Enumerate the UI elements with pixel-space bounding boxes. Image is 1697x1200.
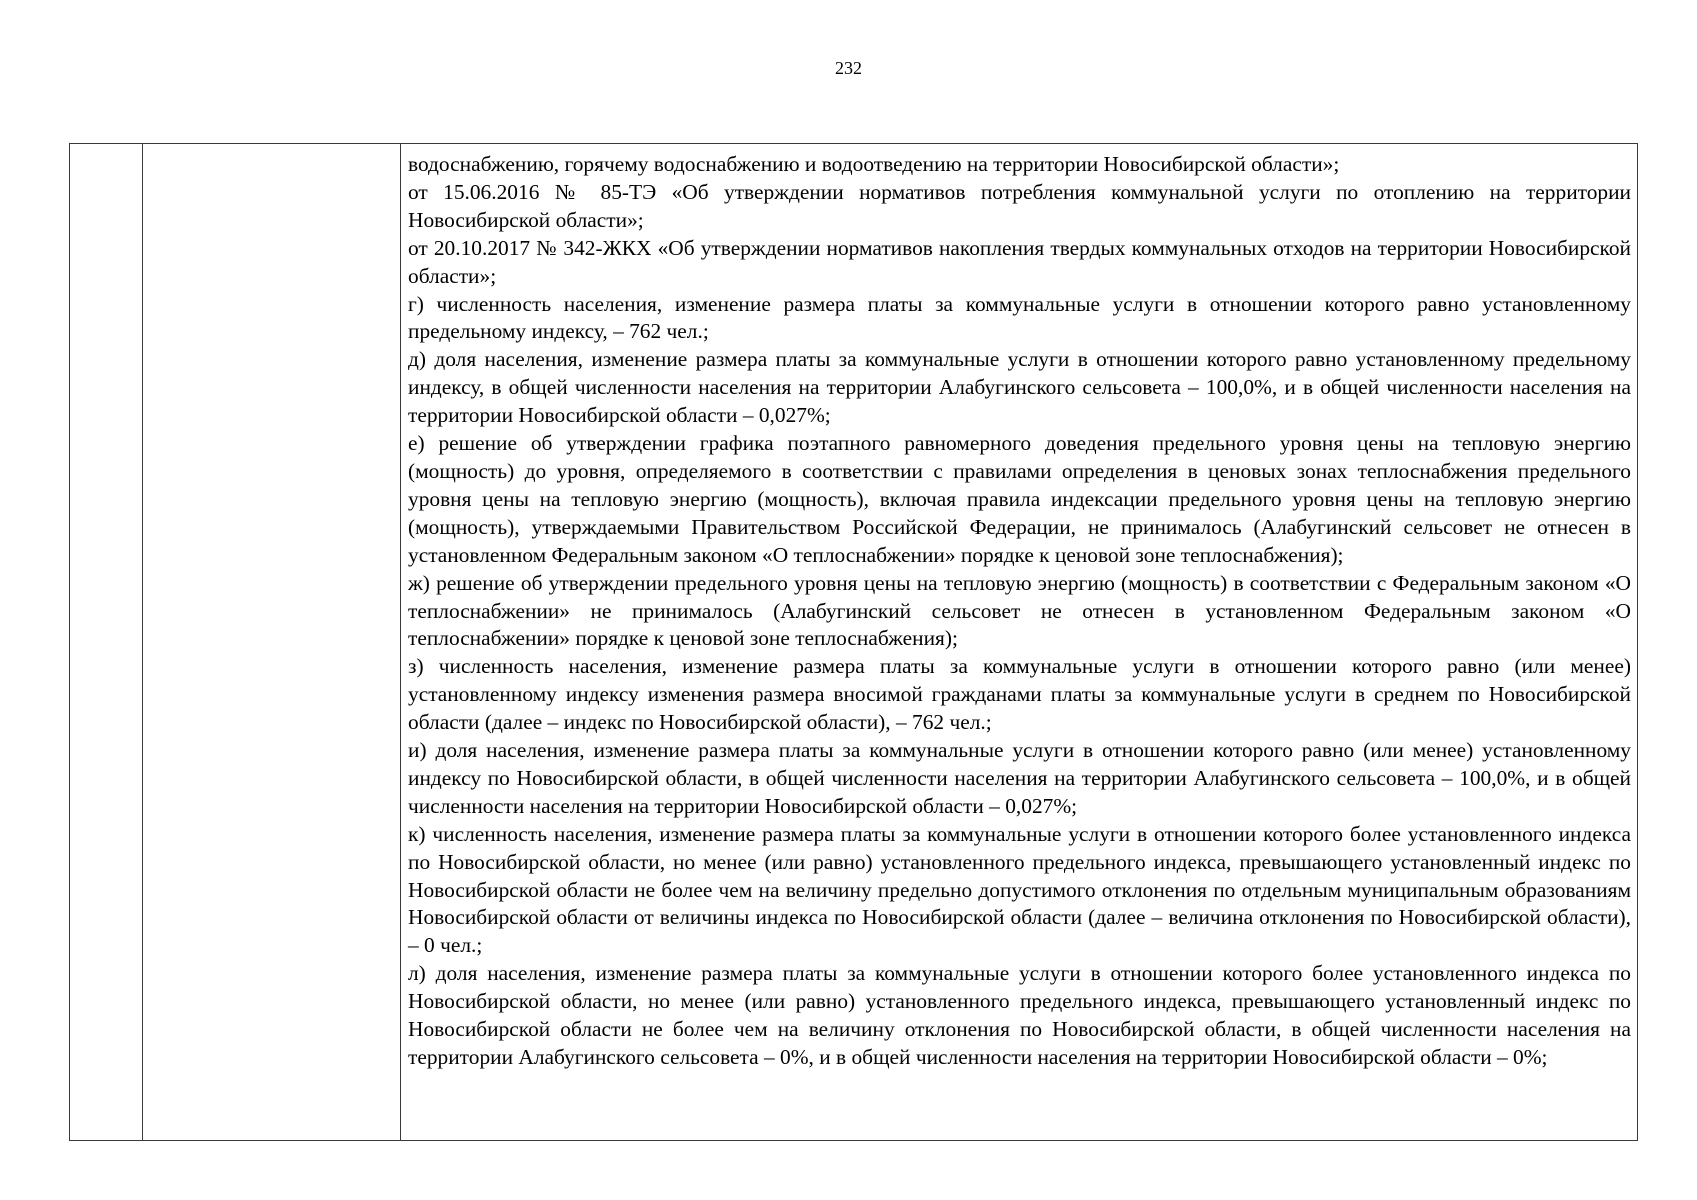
paragraph-item-e: е) решение об утверждении графика поэтапного равномерного доведения предельного уровня цены на тепловую энергию (мощность) до уровня, определяемого в соответствии с правилами определения в ценовых зонах теплоснабжения предельного уровня цены на тепловую энергию (мощность), включая правила индексации предельного уровня цены на тепловую энергию (мощность), утверждаемыми Правительством Российской Федерации, не принималось (Алабугинский сельсовет не отнесен в установленном Федеральным законом «О теплоснабжении» порядке к ценовой зоне теплоснабжения); <box>408 431 1631 567</box>
paragraph-heating-norms: от 15.06.2016 № 85-ТЭ «Об утверждении нормативов потребления коммунальной услуги по отоплению на территории Новосибирской области»; <box>408 179 1631 232</box>
page-number: 232 <box>835 58 862 78</box>
table-cell-content <box>401 144 1638 1141</box>
paragraph-item-i: и) доля населения, изменение размера платы за коммунальные услуги в отношении которого равно (или менее) установленному индексу по Новосибирской области, в общей численности населения на территории Алабугинского сельсовета – 100,0%, и в общей численности населения на территории Новосибирской области – 0,027%; <box>408 738 1631 818</box>
paragraph-item-d: д) доля населения, изменение размера платы за коммунальные услуги в отношении которого равно установленному предельному индексу, в общей численности населения на территории Алабугинского сельсовета – 100,0%, и в общей численности населения на территории Новосибирской области – 0,027%; <box>408 347 1631 428</box>
paragraph-item-zh: ж) решение об утверждении предельного уровня цены на тепловую энергию (мощность) в соответствии с Федеральным законом «О теплоснабжении» не принималось (Алабугинский сельсовет не отнесен в установленном Федеральным законом «О теплоснабжении» порядке к ценовой зоне теплоснабжения); <box>408 570 1631 651</box>
paragraph-item-k: к) численность населения, изменение размера платы за коммунальные услуги в отношении которого более установленного индекса по Новосибирской области, но менее (или равно) установленного предельного индекса, превышающего установленный индекс по Новосибирской области не более чем на величину предельно допустимого отклонения по отдельным муниципальным образованиям Новосибирской области от величины индекса по Новосибирской области (далее – величина отклонения по Новосибирской области), – 0 чел.; <box>408 821 1631 958</box>
table-row <box>70 144 1638 1141</box>
paragraph-item-z: з) численность населения, изменение размера платы за коммунальные услуги в отношении которого равно (или менее) установленному индексу изменения размера вносимой гражданами платы за коммунальные услуги в среднем по Новосибирской области (далее – индекс по Новосибирской области), – 762 чел.; <box>408 654 1631 735</box>
paragraph-item-l: л) доля населения, изменение размера платы за коммунальные услуги в отношении которого более установленного индекса по Новосибирской области, но менее (или равно) установленного предельного индекса, превышающего установленный индекс по Новосибирской области не более чем на величину отклонения по Новосибирской области, в общей численности населения на территории Алабугинского сельсовета – 0%, и в общей численности населения на территории Новосибирской области – 0%; <box>408 961 1631 1069</box>
table-cell-number <box>70 144 143 1141</box>
table-cell-name <box>143 144 401 1141</box>
document-table <box>69 143 1638 1141</box>
paragraph-waste-norms: от 20.10.2017 № 342-ЖКХ «Об утверждении нормативов накопления твердых коммунальных отходов на территории Новосибирской области»; <box>408 235 1631 288</box>
paragraph-item-g: г) численность населения, изменение размера платы за коммунальные услуги в отношении которого равно установленному предельному индексу, – 762 чел.; <box>408 291 1631 344</box>
paragraph-water-supply: водоснабжению, горячему водоснабжению и водоотведению на территории Новосибирской области»; <box>408 152 1340 176</box>
